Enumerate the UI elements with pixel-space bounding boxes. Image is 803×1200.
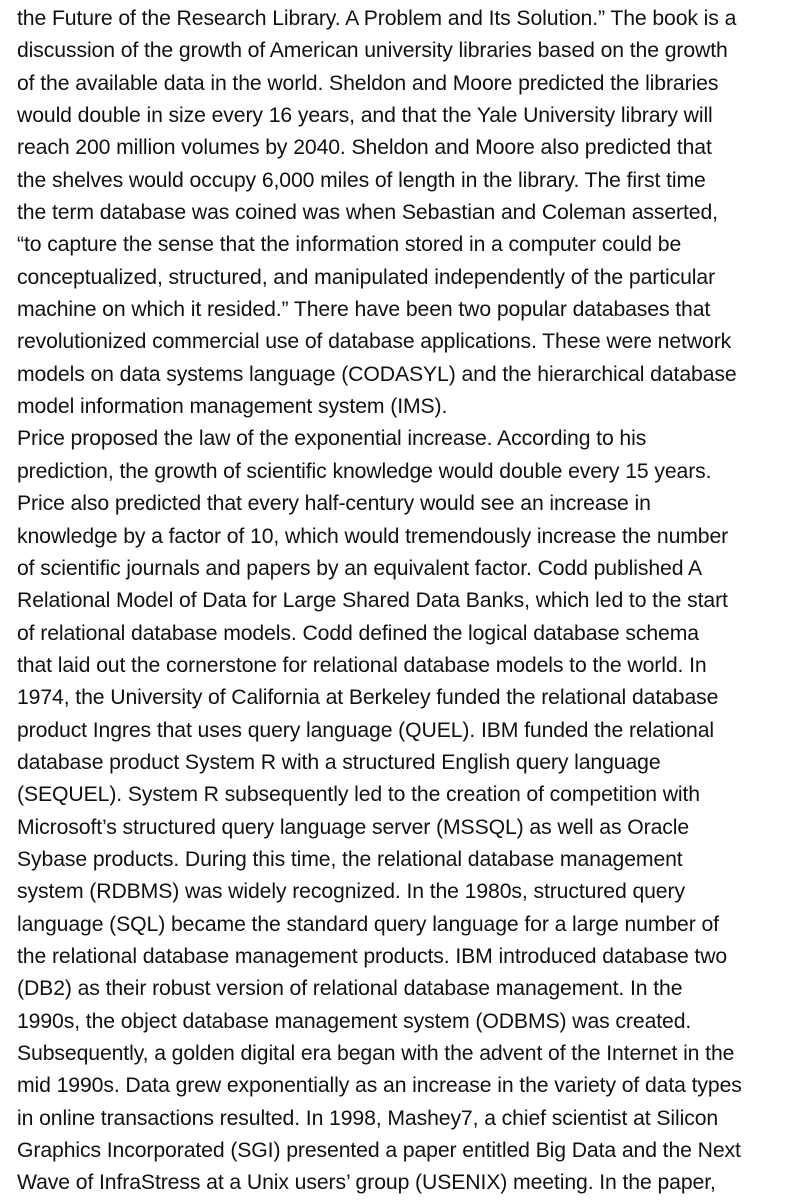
text-line: Graphics Incorporated (SGI) presented a paper entitled Big Data and the Next bbox=[17, 1139, 741, 1163]
text-line: model information management system (IMS). bbox=[17, 395, 448, 419]
text-line: (SEQUEL). System R subsequently led to the creation of competition with bbox=[17, 783, 700, 807]
text-line: in online transactions resulted. In 1998, Mashey7, a chief scientist at Silicon bbox=[17, 1106, 719, 1130]
text-line: Subsequently, a golden digital era began with the advent of the Internet in the bbox=[17, 1042, 735, 1065]
text-line: Wave of InfraStress at a Unix users’ group (USENIX) meeting. In the paper, bbox=[17, 1171, 716, 1195]
text-line: language (SQL) became the standard query language for a large number of bbox=[17, 912, 719, 936]
text-line: “to capture the sense that the information stored in a computer could be bbox=[17, 233, 682, 257]
text-line: the term database was coined was when Sebastian and Coleman asserted, bbox=[17, 201, 718, 225]
text-line: that laid out the cornerstone for relational database models to the world. In bbox=[17, 653, 707, 677]
text-line: reach 200 million volumes by 2040. Sheldon and Moore also predicted that bbox=[17, 136, 712, 160]
text-line: Relational Model of Data for Large Shared Data Banks, which led to the start bbox=[17, 589, 728, 613]
text-line: knowledge by a factor of 10, which would tremendously increase the number bbox=[17, 524, 729, 548]
text-line: Sybase products. During this time, the relational database management bbox=[17, 847, 683, 871]
document-body bbox=[17, 3, 797, 1200]
text-line: product Ingres that uses query language (QUEL). IBM funded the relational bbox=[17, 718, 715, 742]
text-line: system (RDBMS) was widely recognized. In the 1980s, structured query bbox=[17, 880, 685, 904]
text-line: the relational database management products. IBM introduced database two bbox=[17, 944, 728, 968]
text-line: of relational database models. Codd defined the logical database schema bbox=[17, 621, 699, 645]
text-line: 1990s, the object database management system (ODBMS) was created. bbox=[17, 1009, 692, 1033]
text-line: would double in size every 16 years, and that the Yale University library will bbox=[17, 104, 713, 128]
text-line: of scientific journals and papers by an equivalent factor. Codd published A bbox=[17, 556, 703, 580]
text-line: Price also predicted that every half-century would see an increase in bbox=[17, 492, 651, 516]
text-line: models on data systems language (CODASYL) and the hierarchical database bbox=[17, 362, 737, 386]
text-line: revolutionized commercial use of database applications. These were network bbox=[17, 330, 732, 354]
text-line: the Future of the Research Library. A Problem and Its Solution.” The book is a bbox=[17, 7, 737, 30]
text-line: mid 1990s. Data grew exponentially as an increase in the variety of data types bbox=[17, 1074, 742, 1098]
text-line: discussion of the growth of American university libraries based on the growth bbox=[17, 39, 728, 63]
text-line: the shelves would occupy 6,000 miles of length in the library. The first time bbox=[17, 168, 706, 192]
text-line: conceptualized, structured, and manipulated independently of the particular bbox=[17, 265, 716, 289]
text-line: 1974, the University of California at Berkeley funded the relational database bbox=[17, 686, 719, 710]
text-line: Microsoft’s structured query language server (MSSQL) as well as Oracle bbox=[17, 815, 690, 839]
text-line: (DB2) as their robust version of relational database management. In the bbox=[17, 977, 683, 1001]
text-line: of the available data in the world. Sheldon and Moore predicted the libraries bbox=[17, 71, 719, 95]
text-line: machine on which it resided.” There have been two popular databases that bbox=[17, 298, 711, 322]
text-line: Price proposed the law of the exponential increase. According to his bbox=[17, 427, 647, 451]
text-line: prediction, the growth of scientific knowledge would double every 15 years. bbox=[17, 459, 712, 483]
text-line: database product System R with a structured English query language bbox=[17, 750, 661, 774]
